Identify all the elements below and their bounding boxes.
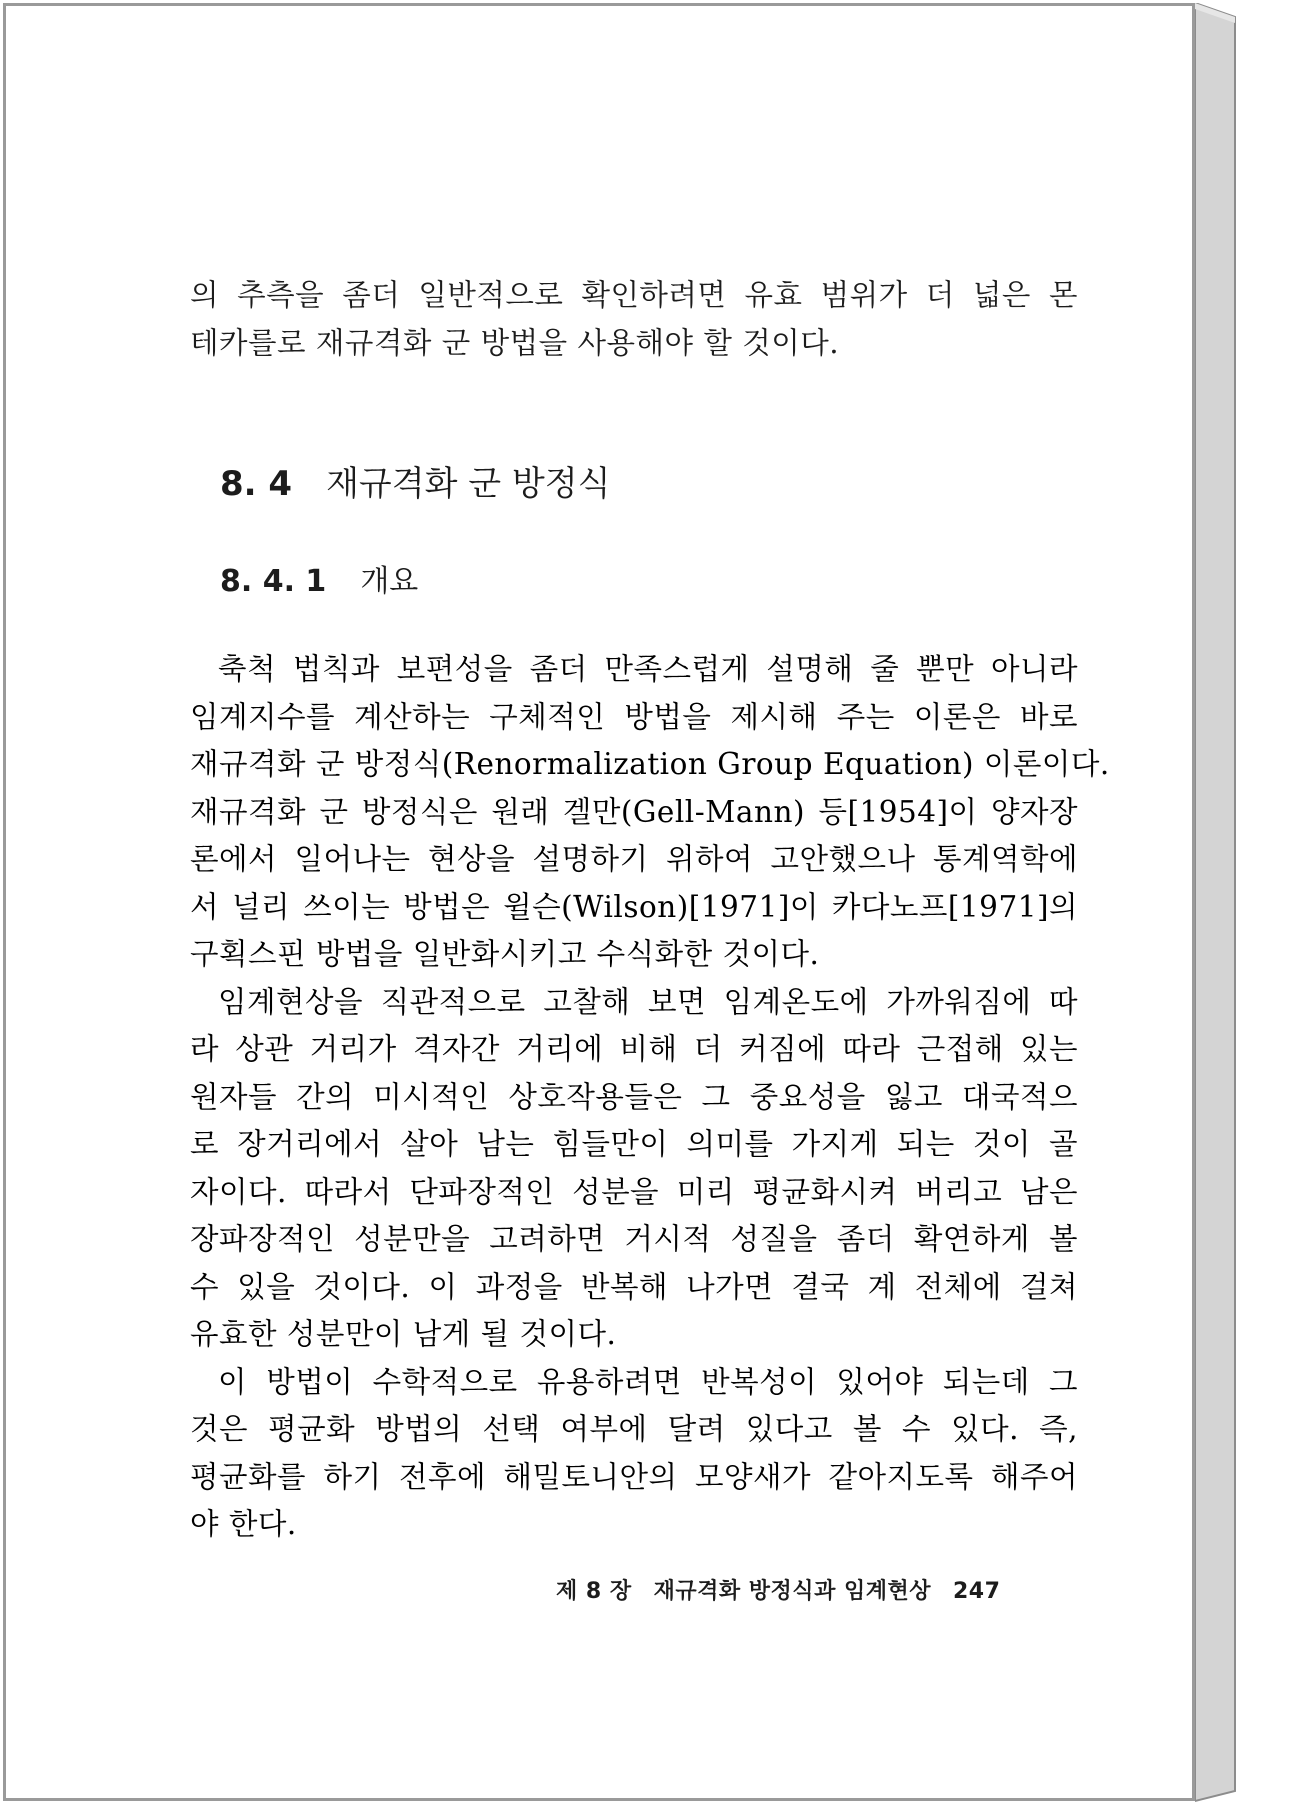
text-line: 의 추측을 좀더 일반적으로 확인하려면 유효 범위가 더 넓은 몬 bbox=[190, 278, 1078, 312]
text-line: 이 방법이 수학적으로 유용하려면 반복성이 있어야 되는데 그 bbox=[218, 1364, 1078, 1399]
footer-title: 재규격화 방정식과 임계현상 bbox=[653, 1579, 931, 1604]
top-paragraph bbox=[190, 272, 1078, 367]
text-line: 구획스핀 방법을 일반화시키고 수식화한 것이다. bbox=[190, 937, 820, 971]
text-line: 재규격화 군 방정식(Renormalization Group Equation) 이론이다. bbox=[190, 747, 1110, 781]
text-line: 라 상관 거리가 격자간 거리에 비해 더 커짐에 따라 근접해 있는 bbox=[190, 1032, 1078, 1066]
paragraph bbox=[190, 646, 1110, 979]
text-line: 유효한 성분만이 남게 될 것이다. bbox=[190, 1317, 617, 1351]
text-line: 수 있을 것이다. 이 과정을 반복해 나가면 결국 계 전체에 걸쳐 bbox=[190, 1269, 1078, 1304]
section-number: 8. 4 bbox=[220, 464, 293, 504]
paragraph bbox=[190, 979, 1078, 1359]
text-line: 서 널리 쓰이는 방법은 윌슨(Wilson)[1971]이 카다노프[1971]의 bbox=[190, 889, 1078, 924]
page-footer bbox=[556, 1574, 1000, 1605]
subsection-heading bbox=[220, 556, 418, 600]
subsection-title: 개요 bbox=[360, 564, 419, 599]
text-line: 것은 평균화 방법의 선택 여부에 달려 있다고 볼 수 있다. 즉, bbox=[190, 1412, 1078, 1446]
text-line: 재규격화 군 방정식은 원래 겔만(Gell-Mann) 등[1954]이 양자장 bbox=[190, 794, 1078, 829]
footer-chapter: 제 8 장 bbox=[556, 1579, 632, 1604]
text-line: 원자들 간의 미시적인 상호작용들은 그 중요성을 잃고 대국적으 bbox=[190, 1079, 1078, 1114]
subsection-number: 8. 4. 1 bbox=[220, 564, 327, 599]
text-line: 임계지수를 계산하는 구체적인 방법을 제시해 주는 이론은 바로 bbox=[190, 699, 1078, 734]
section-title: 재규격화 군 방정식 bbox=[326, 464, 611, 504]
text-line: 테카를로 재규격화 군 방법을 사용해야 할 것이다. bbox=[190, 325, 840, 360]
text-line: 평균화를 하기 전후에 해밀토니안의 모양새가 같아지도록 해주어 bbox=[190, 1459, 1078, 1494]
text-line: 야 한다. bbox=[190, 1507, 297, 1541]
text-line: 로 장거리에서 살아 남는 힘들만이 의미를 가지게 되는 것이 골 bbox=[190, 1127, 1078, 1161]
body-text bbox=[190, 646, 1110, 1549]
section-heading bbox=[220, 456, 610, 505]
text-line: 론에서 일어나는 현상을 설명하기 위하여 고안했으나 통계역학에 bbox=[190, 842, 1078, 876]
text-line: 임계현상을 직관적으로 고찰해 보면 임계온도에 가까워짐에 따 bbox=[218, 984, 1078, 1019]
text-line: 자이다. 따라서 단파장적인 성분을 미리 평균화시켜 버리고 남은 bbox=[190, 1174, 1078, 1209]
text-line: 축척 법칙과 보편성을 좀더 만족스럽게 설명해 줄 뿐만 아니라 bbox=[218, 652, 1078, 686]
paragraph bbox=[190, 1359, 1078, 1549]
text-line: 장파장적인 성분만을 고려하면 거시적 성질을 좀더 확연하게 볼 bbox=[190, 1222, 1078, 1256]
page-number: 247 bbox=[952, 1579, 1001, 1604]
